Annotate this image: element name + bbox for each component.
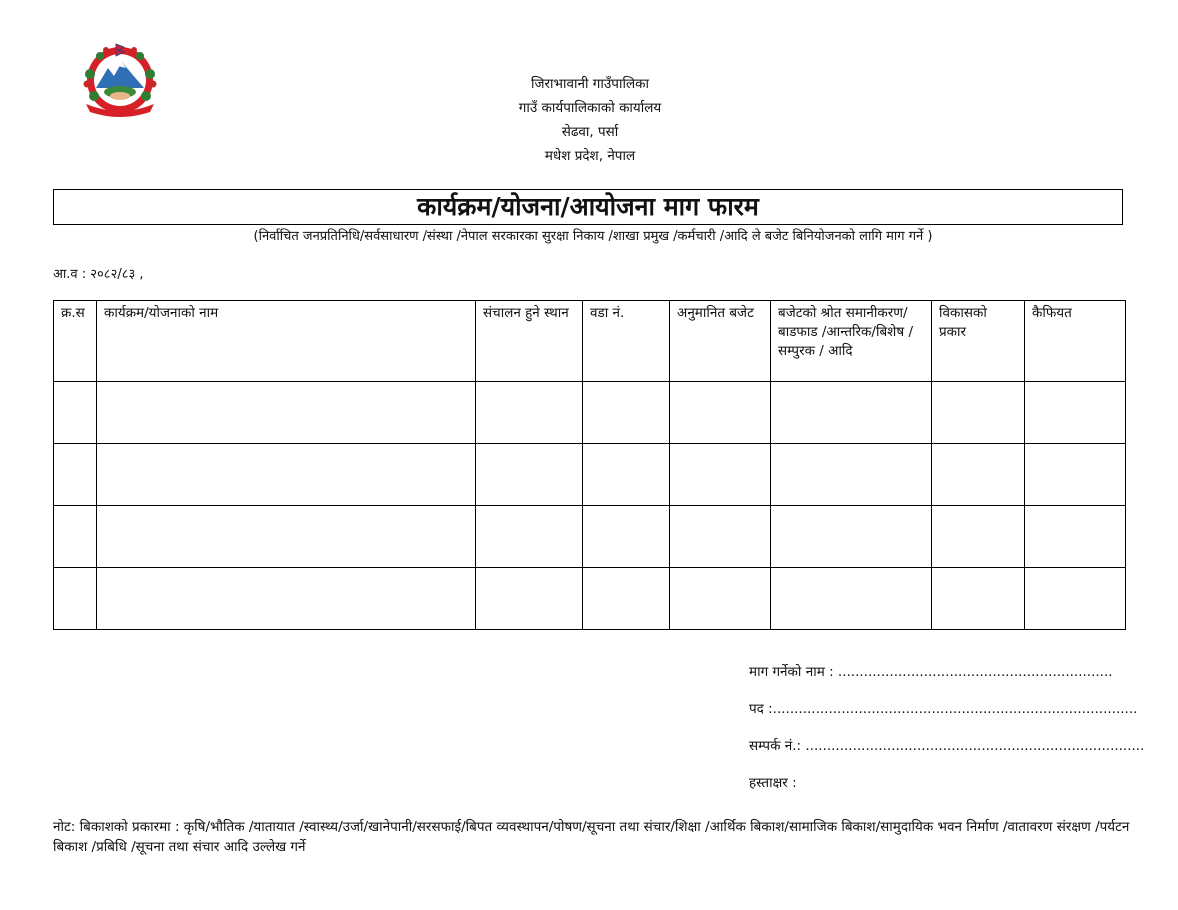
table-cell: [771, 382, 932, 444]
table-cell: [476, 382, 583, 444]
header-ward: वडा नं.: [583, 301, 670, 382]
nepal-government-emblem-icon: [70, 38, 170, 120]
table-cell: [1025, 382, 1126, 444]
header-development-type: विकासको प्रकार: [932, 301, 1025, 382]
table-cell: [583, 568, 670, 630]
header-budget-source: बजेटको श्रोत समानीकरण/बाडफाड /आन्तरिक/बिशेष /सम्पुरक / आदि: [771, 301, 932, 382]
footnote: नोट: बिकाशको प्रकारमा : कृषि/भौतिक /यातायात /स्वास्थ्य/उर्जा/खानेपानी/सरसफाई/बिपत व्यवस्थापन/पोषण/सूचना तथा संचार/शिक्षा /आर्थिक बिकाश/सामाजिक बिकाश/सामुदायिक भवन निर्माण /वातावरण संरक्षण /पर्यटन बिकाश /प्रबिधि /सूचना तथा संचार आदि उल्लेख गर्ने: [53, 819, 1130, 855]
table-cell: [1025, 568, 1126, 630]
signature-block: [749, 662, 1144, 810]
fiscal-year: आ.व : २०८२/८३ ,: [53, 267, 144, 282]
contact-number-field: सम्पर्क नं.: ...............................................................................: [749, 738, 1145, 754]
table-row: [54, 568, 1126, 630]
table-cell: [670, 444, 771, 506]
table-row: [54, 382, 1126, 444]
table-cell: [476, 568, 583, 630]
table-cell: [97, 382, 476, 444]
post-field: पद :.....................................................................................: [749, 701, 1138, 717]
table-cell: [583, 444, 670, 506]
table-cell: [54, 444, 97, 506]
table-header-row: [54, 301, 1126, 382]
table-cell: [932, 444, 1025, 506]
table-cell: [771, 568, 932, 630]
table-cell: [54, 568, 97, 630]
header-remarks: कैफियत: [1025, 301, 1126, 382]
table-cell: [97, 444, 476, 506]
table-row: [54, 506, 1126, 568]
table-cell: [932, 382, 1025, 444]
office-location: सेढवा, पर्सा: [561, 124, 619, 140]
program-demand-table: [53, 300, 1126, 630]
signature-field: हस्ताक्षर :: [749, 775, 797, 791]
table-cell: [97, 506, 476, 568]
table-cell: [771, 444, 932, 506]
form-subtitle: (निर्वाचित जनप्रतिनिधि/सर्वसाधारण /संस्था /नेपाल सरकारका सुरक्षा निकाय /शाखा प्रमुख /कर्मचारी /आदि ले बजेट बिनियोजनको लागि माग गर्ने ): [253, 229, 933, 244]
table-cell: [670, 382, 771, 444]
office-header: [420, 72, 760, 168]
header-location: संचालन हुने स्थान: [476, 301, 583, 382]
table-cell: [54, 506, 97, 568]
header-estimated-budget: अनुमानित बजेट: [670, 301, 771, 382]
table-row: [54, 444, 1126, 506]
form-title: कार्यक्रम/योजना/आयोजना माग फारम: [53, 189, 1123, 225]
table-cell: [932, 568, 1025, 630]
header-serial: क्र.स: [54, 301, 97, 382]
table-cell: [1025, 506, 1126, 568]
table-cell: [476, 444, 583, 506]
table-cell: [1025, 444, 1126, 506]
table-cell: [670, 506, 771, 568]
table-cell: [932, 506, 1025, 568]
table-cell: [771, 506, 932, 568]
table-cell: [583, 506, 670, 568]
header-program-name: कार्यक्रम/योजनाको नाम: [97, 301, 476, 382]
table-cell: [476, 506, 583, 568]
table-cell: [54, 382, 97, 444]
office-province: मधेश प्रदेश, नेपाल: [544, 148, 636, 164]
table-cell: [583, 382, 670, 444]
table-cell: [97, 568, 476, 630]
office-name: गाउँ कार्यपालिकाको कार्यालय: [518, 100, 662, 116]
requester-name-field: माग गर्नेको नाम : ................................................................: [749, 664, 1113, 680]
municipality-name: जिराभावानी गाउँपालिका: [531, 76, 649, 92]
table-cell: [670, 568, 771, 630]
